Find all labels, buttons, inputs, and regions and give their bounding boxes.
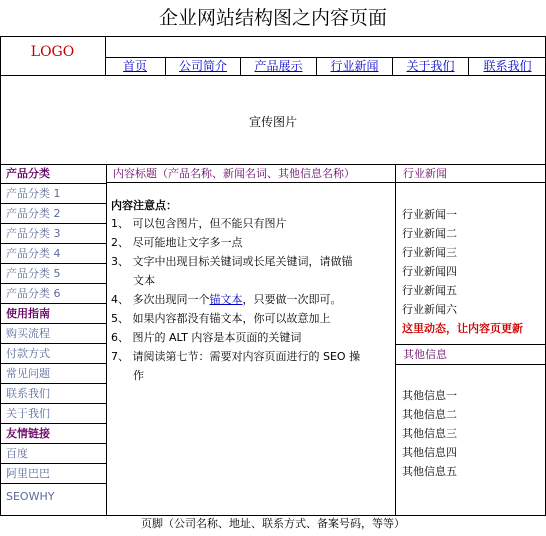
sidebar-item-about[interactable]: 关于我们 <box>0 404 106 424</box>
main-nav <box>105 58 546 76</box>
news-heading: 行业新闻 <box>403 167 447 180</box>
news-dynamic-note: 这里动态，让内容页更新 <box>402 322 523 335</box>
sidebar-item-payment[interactable]: 付款方式 <box>0 344 106 364</box>
news-item-4[interactable]: 行业新闻四 <box>402 265 457 278</box>
sidebar-item-category-6[interactable]: 产品分类 6 <box>0 284 106 304</box>
content-note-4-tail: ，只要做一次即可。 <box>242 293 342 306</box>
other-item-2[interactable]: 其他信息二 <box>402 408 457 421</box>
content-note-6: 6、 图片的 ALT 内容是本页面的关键词 <box>111 331 302 344</box>
other-item-4[interactable]: 其他信息四 <box>402 446 457 459</box>
nav-industry-news[interactable]: 行业新闻 <box>317 58 393 76</box>
news-item-2[interactable]: 行业新闻二 <box>402 227 457 240</box>
sidebar-item-seowhy[interactable]: SEOWHY <box>6 490 55 503</box>
content-note-3: 3、 文字中出现目标关键词或长尾关键词，请做锚 <box>111 255 353 268</box>
page-title: 企业网站结构图之内容页面 <box>158 7 387 29</box>
other-item-3[interactable]: 其他信息三 <box>402 427 457 440</box>
other-item-5[interactable]: 其他信息五 <box>402 465 457 478</box>
nav-about-company[interactable]: 公司简介 <box>166 58 241 76</box>
content-note-4 <box>111 290 342 309</box>
sidebar-heading-links: 友情链接 <box>0 424 106 444</box>
sidebar-item-contact[interactable]: 联系我们 <box>0 384 106 404</box>
sidebar-item-category-1[interactable]: 产品分类 1 <box>0 184 106 204</box>
news-item-3[interactable]: 行业新闻三 <box>402 246 457 259</box>
content-note-4-text: 4、 多次出现同一个 <box>111 293 210 306</box>
anchor-text-link[interactable]: 锚文本 <box>209 293 243 306</box>
logo[interactable]: LOGO <box>30 44 75 60</box>
sidebar-item-purchase-process[interactable]: 购买流程 <box>0 324 106 344</box>
other-item-1[interactable]: 其他信息一 <box>402 389 457 402</box>
content-note-1: 1、 可以包含图片，但不能只有图片 <box>111 217 287 230</box>
sidebar-heading-guide: 使用指南 <box>0 304 106 324</box>
content-note-7-cont: 作 <box>133 369 144 382</box>
nav-contact[interactable]: 联系我们 <box>483 59 532 73</box>
content-note-7: 7、 请阅读第七节：需要对内容页面进行的 SEO 操 <box>111 350 361 363</box>
news-item-6[interactable]: 行业新闻六 <box>402 303 457 316</box>
sidebar-item-category-3[interactable]: 产品分类 3 <box>0 224 106 244</box>
nav-about-us[interactable]: 关于我们 <box>393 58 469 76</box>
nav-home[interactable]: 首页 <box>105 58 166 76</box>
footer: 页脚（公司名称、地址、联系方式、备案号码，等等） <box>141 517 405 530</box>
news-item-1[interactable]: 行业新闻一 <box>402 208 457 221</box>
content-note-3-cont: 文本 <box>133 274 155 287</box>
nav-products[interactable]: 产品展示 <box>241 58 317 76</box>
news-item-5[interactable]: 行业新闻五 <box>402 284 457 297</box>
other-top-rule <box>396 344 546 345</box>
sidebar-heading-product-category: 产品分类 <box>0 164 106 184</box>
other-head-rule <box>396 364 546 365</box>
sidebar-item-category-4[interactable]: 产品分类 4 <box>0 244 106 264</box>
sidebar-item-category-2[interactable]: 产品分类 2 <box>0 204 106 224</box>
sidebar-item-alibaba[interactable]: 阿里巴巴 <box>0 464 106 484</box>
content-note-5: 5、 如果内容都没有锚文本，你可以故意加上 <box>111 312 331 325</box>
content-title: 内容标题（产品名称、新闻名词、其他信息名称） <box>113 167 355 180</box>
content-notes-heading: 内容注意点： <box>111 199 177 212</box>
other-heading: 其他信息 <box>403 348 447 361</box>
banner-label: 宣传图片 <box>248 115 297 129</box>
sidebar-item-baidu[interactable]: 百度 <box>0 444 106 464</box>
content-note-2: 2、 尽可能地让文字多一点 <box>111 236 243 249</box>
sidebar-item-category-5[interactable]: 产品分类 5 <box>0 264 106 284</box>
sidebar-item-faq[interactable]: 常见问题 <box>0 364 106 384</box>
